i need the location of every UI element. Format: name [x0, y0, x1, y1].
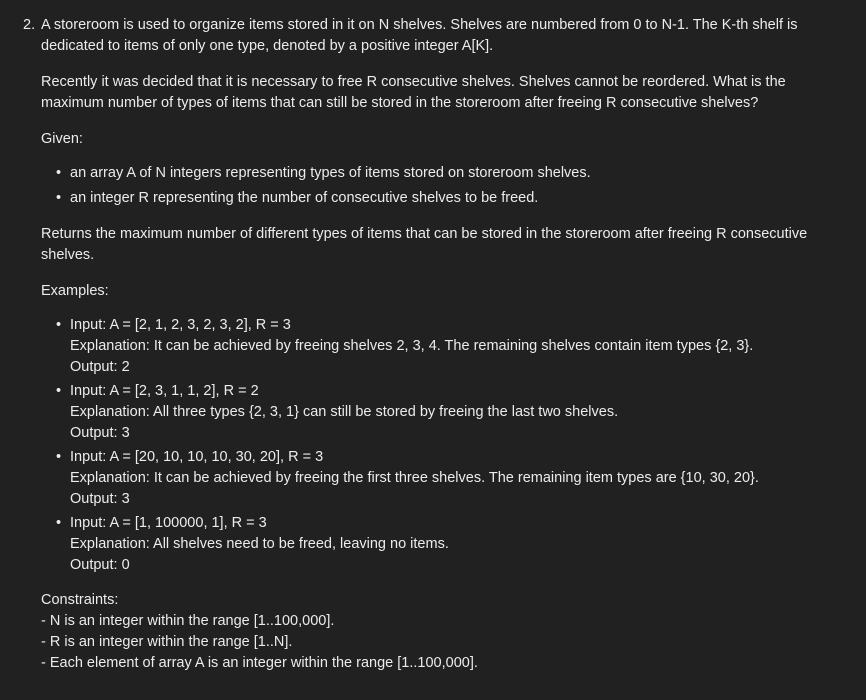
list-item	[41, 163, 836, 184]
given-item-text: an array A of N integers representing types of items stored on storeroom shelves.	[70, 165, 591, 181]
list-item	[41, 513, 836, 576]
bullet-icon: •	[56, 383, 62, 399]
bullet-icon: •	[56, 449, 62, 465]
given-item-text: an integer R representing the number of consecutive shelves to be freed.	[70, 190, 539, 206]
list-item	[41, 447, 836, 510]
given-label: Given:	[41, 131, 83, 147]
question-paragraph: Recently it was decided that it is necessary to free R consecutive shelves. Shelves cannot be reordered. What is the maximum number of types of items that can still be stored in the storeroom after freeing R consecutive shelves?	[41, 74, 786, 111]
example-output: Output: 0	[70, 557, 130, 573]
example-explanation: Explanation: All shelves need to be freed, leaving no items.	[70, 536, 449, 552]
bullet-icon: •	[56, 190, 62, 206]
example-input: Input: A = [2, 3, 1, 1, 2], R = 2	[70, 383, 259, 399]
returns-paragraph: Returns the maximum number of different types of items that can be stored in the storeroom after freeing R consecutive shelves.	[41, 226, 808, 263]
list-item	[41, 188, 836, 209]
bullet-icon: •	[56, 317, 62, 333]
question-intro-line	[23, 15, 836, 57]
constraints-block	[41, 590, 836, 674]
example-explanation: Explanation: All three types {2, 3, 1} can still be stored by freeing the last two shelves.	[70, 404, 619, 420]
example-input: Input: A = [2, 1, 2, 3, 2, 3, 2], R = 3	[70, 317, 291, 333]
bullet-icon: •	[56, 165, 62, 181]
constraint-line: - R is an integer within the range [1..N].	[41, 634, 293, 650]
bullet-icon: •	[56, 515, 62, 531]
example-output: Output: 2	[70, 359, 130, 375]
example-output: Output: 3	[70, 491, 130, 507]
list-item	[41, 381, 836, 444]
given-list	[41, 163, 836, 209]
constraint-line: - N is an integer within the range [1..100,000].	[41, 613, 335, 629]
constraints-label: Constraints:	[41, 592, 119, 608]
question-number: 2.	[23, 17, 36, 33]
example-explanation: Explanation: It can be achieved by freeing the first three shelves. The remaining item types are {10, 30, 20}.	[70, 470, 759, 486]
example-input: Input: A = [1, 100000, 1], R = 3	[70, 515, 267, 531]
question-intro: A storeroom is used to organize items stored in it on N shelves. Shelves are numbered from 0 to N-1. The K-th shelf is dedicated to items of only one type, denoted by a positive integer A[K].	[41, 17, 798, 54]
example-input: Input: A = [20, 10, 10, 10, 30, 20], R = 3	[70, 449, 324, 465]
example-output: Output: 3	[70, 425, 130, 441]
examples-list	[41, 315, 836, 576]
example-explanation: Explanation: It can be achieved by freeing shelves 2, 3, 4. The remaining shelves contain item types {2, 3}.	[70, 338, 754, 354]
constraint-line: - Each element of array A is an integer within the range [1..100,000].	[41, 655, 478, 671]
list-item	[41, 315, 836, 378]
examples-label: Examples:	[41, 283, 109, 299]
